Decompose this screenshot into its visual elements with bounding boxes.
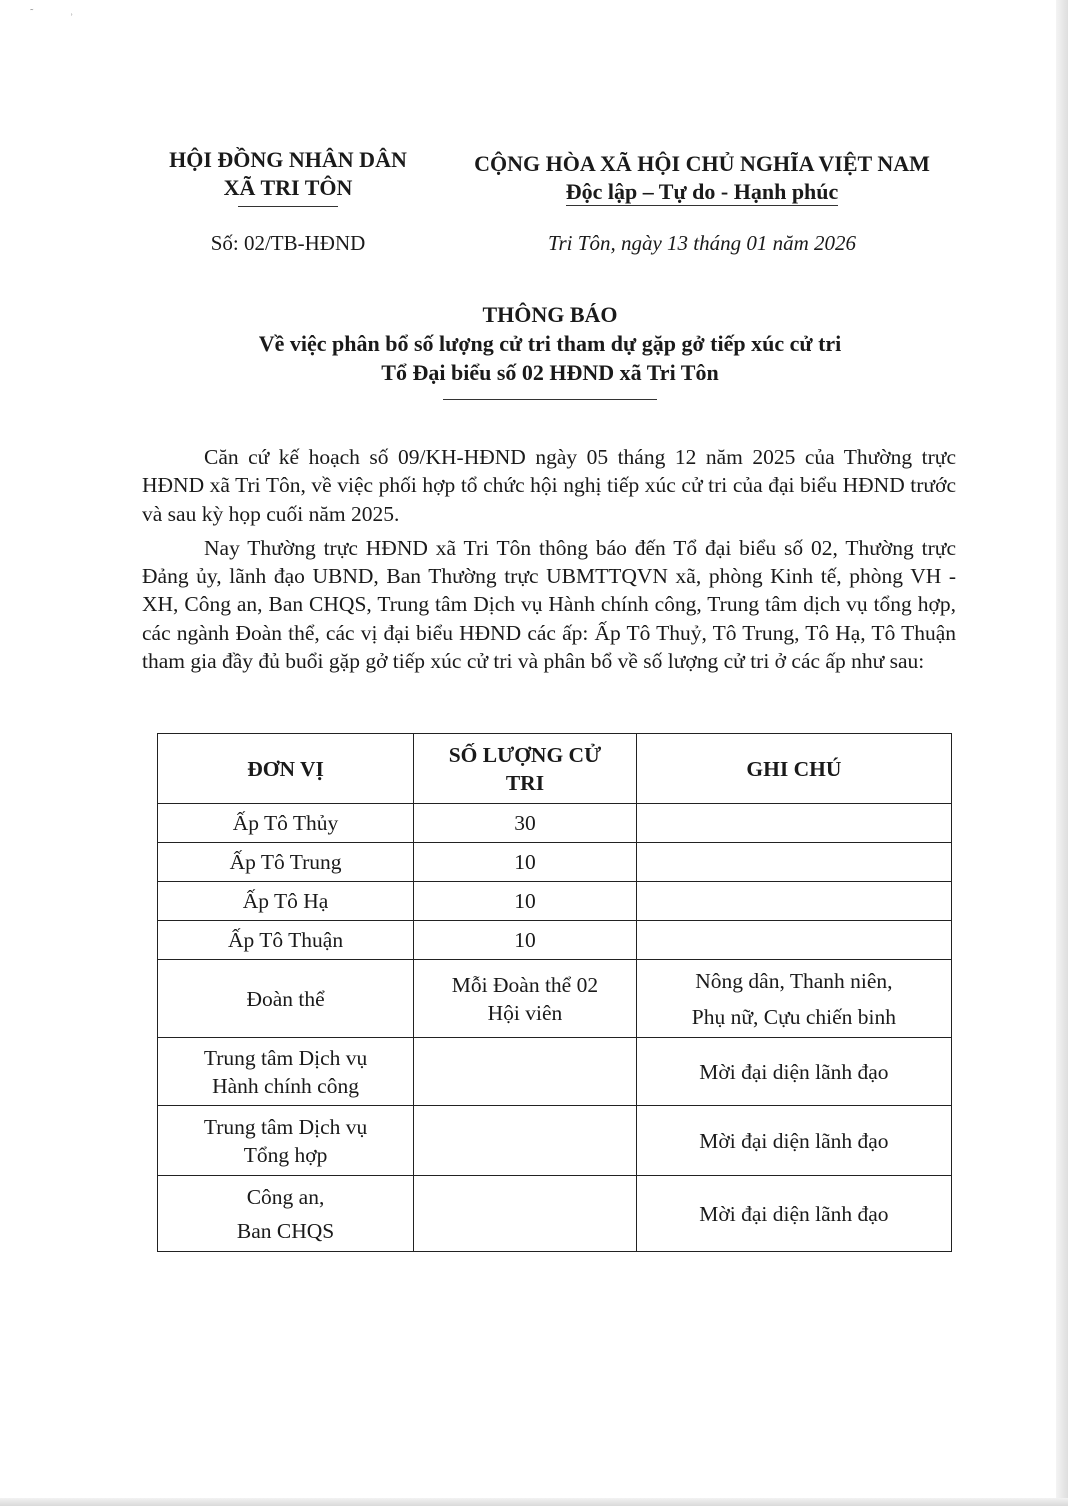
- cell-unit-line1: Trung tâm Dịch vụ: [203, 1045, 368, 1070]
- table-row: [158, 1038, 952, 1106]
- header-count-line1: SỐ LƯỢNG CỬ: [448, 742, 602, 767]
- cell-note: Mời đại diện lãnh đạo: [636, 1176, 951, 1252]
- cell-count: [414, 1106, 637, 1176]
- cell-count-line2: Hội viên: [487, 1000, 563, 1025]
- table-row: [158, 960, 952, 1038]
- commune-name: XÃ TRI TÔN: [223, 175, 353, 200]
- cell-unit: Đoàn thể: [158, 960, 414, 1038]
- table-row: [158, 882, 952, 921]
- table-header-row: [158, 734, 952, 804]
- cell-note: [636, 843, 951, 882]
- cell-note-line2: Phụ nữ, Cựu chiến binh: [691, 1004, 897, 1029]
- council-name: HỘI ĐỒNG NHÂN DÂN: [169, 147, 407, 172]
- cell-unit-line1: Trung tâm Dịch vụ: [203, 1114, 368, 1139]
- paragraph-notice: Nay Thường trực HĐND xã Tri Tôn thông báo đến Tổ đại biểu số 02, Thường trực Đảng ủy, lãnh đạo UBND, Ban Thường trực UBMTTQVN xã, phòng Kinh tế, phòng VH - XH, Công an, Ban CHQS, Trung tâm Dịch vụ Hành chính công, Trung tâm dịch vụ tổng hợp, các ngành Đoàn thể, các vị đại biểu HĐND các ấp: Ấp Tô Thuỷ, Tô Trung, Tô Hạ, Tô Thuận tham gia đầy đủ buổi gặp gở tiếp xúc cử tri và phân bổ về số lượng cử tri ở các ấp như sau:: [142, 535, 956, 674]
- table-row: [158, 921, 952, 960]
- title-subject-line1: Về việc phân bổ số lượng cử tri tham dự gặp gở tiếp xúc cử tri: [258, 331, 842, 356]
- header-count: [414, 734, 637, 804]
- cell-note: [636, 804, 951, 843]
- scan-mark: ˜: [30, 8, 34, 19]
- header-left-rule: [238, 206, 338, 207]
- cell-unit-line2: Hành chính công: [212, 1073, 359, 1098]
- cell-unit: Ấp Tô Thủy: [158, 804, 414, 843]
- cell-unit: Ấp Tô Trung: [158, 843, 414, 882]
- header-note: GHI CHÚ: [636, 734, 951, 804]
- cell-unit: Ấp Tô Hạ: [158, 882, 414, 921]
- cell-note: [636, 960, 951, 1038]
- allocation-table: [157, 733, 952, 1252]
- cell-count: 10: [414, 843, 637, 882]
- table-row: [158, 843, 952, 882]
- cell-note: [636, 921, 951, 960]
- title-rule: [443, 399, 657, 400]
- cell-unit: Ấp Tô Thuận: [158, 921, 414, 960]
- title-main: THÔNG BÁO: [482, 302, 618, 327]
- cell-count: [414, 1176, 637, 1252]
- national-motto: Độc lập – Tự do - Hạnh phúc: [565, 179, 839, 204]
- cell-note: Mời đại diện lãnh đạo: [636, 1038, 951, 1106]
- place-date: Tri Tôn, ngày 13 tháng 01 năm 2026: [547, 231, 857, 255]
- cell-count: 10: [414, 882, 637, 921]
- cell-count: 10: [414, 921, 637, 960]
- table-row: [158, 804, 952, 843]
- issuing-authority: [160, 146, 416, 207]
- page-edge-shadow: [1056, 0, 1068, 1506]
- title-subject-line2: Tổ Đại biểu số 02 HĐND xã Tri Tôn: [381, 360, 719, 385]
- cell-count: 30: [414, 804, 637, 843]
- header-unit: ĐƠN VỊ: [158, 734, 414, 804]
- header-count-line2: TRI: [505, 770, 545, 795]
- cell-count: [414, 1038, 637, 1106]
- nation-name: CỘNG HÒA XÃ HỘI CHỦ NGHĨA VIỆT NAM: [474, 151, 930, 176]
- cell-unit-line1: Công an,: [246, 1184, 325, 1209]
- body-text: [142, 443, 956, 681]
- cell-unit: [158, 1176, 414, 1252]
- scan-mark: ˒: [70, 8, 74, 19]
- cell-count: [414, 960, 637, 1038]
- document-title: [140, 300, 960, 400]
- cell-unit: [158, 1106, 414, 1176]
- cell-note: [636, 882, 951, 921]
- cell-count-line1: Mỗi Đoàn thể 02: [451, 972, 599, 997]
- table-row: [158, 1106, 952, 1176]
- cell-unit: [158, 1038, 414, 1106]
- page-bottom-shadow: [0, 1498, 1068, 1506]
- table-row: [158, 1176, 952, 1252]
- national-heading: [458, 150, 946, 206]
- paragraph-basis: Căn cứ kế hoạch số 09/KH-HĐND ngày 05 tháng 12 năm 2025 của Thường trực HĐND xã Tri Tôn, về việc phối hợp tổ chức hội nghị tiếp xúc cử tri của đại biểu HĐND trước và sau kỳ họp cuối năm 2025.: [142, 445, 956, 526]
- cell-note-line1: Nông dân, Thanh niên,: [695, 968, 893, 993]
- cell-unit-line2: Ban CHQS: [236, 1218, 335, 1243]
- cell-unit-line2: Tổng hợp: [243, 1142, 328, 1167]
- document-number: Số: 02/TB-HĐND: [210, 231, 366, 255]
- cell-note: Mời đại diện lãnh đạo: [636, 1106, 951, 1176]
